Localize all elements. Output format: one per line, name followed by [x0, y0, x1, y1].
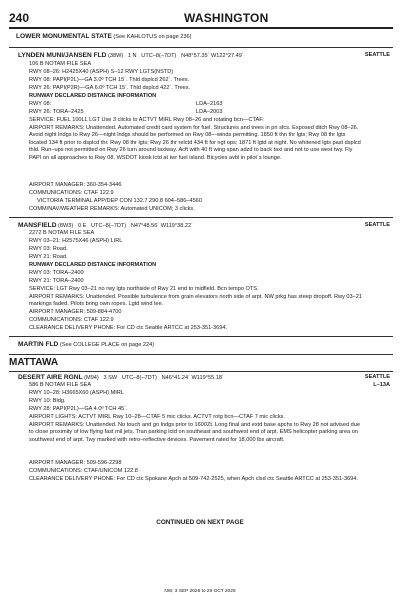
runway-26-info: RWY 26: PAPI(P2R)—GA 6.0º TCH 15´. Thld dsplcd 422´. Trees. — [29, 85, 191, 91]
airport-utc: UTC–8(–7DT) — [91, 223, 127, 229]
runway-08-info: RWY 08: PAPI(P2L)—GA 3.0º TCH 15´. Thld dsplcd 262´. Trees. — [29, 77, 190, 83]
service-info: SERVICE: LGT Rwy 03–21 no rwy lgts northside of Rwy 21 end to midfield. Bcn tempo OTS. — [29, 286, 259, 292]
section-divider — [9, 217, 393, 218]
airport-ident: (8W3) — [58, 223, 74, 229]
page-number: 240 — [9, 11, 30, 25]
airport-coords: N48°57.35´ W122°27.49´ — [181, 53, 244, 59]
communications: COMMUNICATIONS: CTAF 122.9 — [29, 190, 114, 196]
continued-notice: CONTINUED ON NEXT PAGE — [156, 519, 244, 526]
airport-lights: AIRPORT LIGHTS: ACTVT MIRL Rwy 10–28—CTAF 5 mic clicks. ACTVT rotg bcn—CTAF 7 mic clicks. — [29, 414, 285, 420]
city-divider — [9, 371, 393, 372]
declared-08-value: LDA–2163 — [196, 101, 223, 107]
section-divider — [9, 336, 393, 337]
airport-name: MARTIN FLD — [18, 341, 59, 348]
runway-03-info: RWY 03: Road. — [29, 246, 68, 252]
airport-remarks: AIRPORT REMARKS: Unattended. Automated credit card system for fuel. Structures and trees in pri sfcs. Exposed ditch Rwy 08–26. Avoid night lndgs to Rwy 26—night lndgs should be performed on Rwy 08—winds permitting. 1850 ft thn thr lgts; Rwy 08 thr lgts located 134 ft prior to dsplcd thr. Rwy 08 thr lgts; Rwy 26 thr relctd 434 ft for ngt ops; 1871 ft lgtd at night. No whitened lgts past dsplcd thld. Run–ups not permitted on Rwy 26 turn around taxiway. Acft with 40 ft wing span adzd to back taxi and not to use west twy. Fly PAPI on all approaches to Rwy 08. WSDOT kiosk lctd at twr fuel island. Bicycles avbl in pilot´s lounge. — [29, 125, 361, 161]
lower-monumental-entry — [16, 33, 191, 41]
lynden-heading — [18, 52, 244, 60]
region-label: SEATTLE — [364, 52, 390, 58]
chart-reference: L–13A — [373, 382, 390, 388]
city-heading: MATTAWA — [9, 357, 59, 368]
airport-coords: N47°48.56´ W119°38.22´ — [130, 223, 194, 229]
elevation-line: 2272 B NOTAM FILE SEA — [29, 230, 95, 236]
declared-26-label: RWY 26: TORA–2425 — [29, 109, 84, 115]
communications: COMMUNICATIONS: CTAF/UNICOM 122.8 — [29, 468, 138, 474]
approach-control: VICTORIA TERMINAL APP/DEP CON 132.7 290.8 604–586–4560 — [37, 198, 202, 204]
airport-remarks: AIRPORT REMARKS: Unattended. Possible turbulence from grain elevators north side of arpt. NW prkg has steep dropoff. Rwy 03–21 markings faded. Pilots bring own ropes. Lgtd wind tee. — [29, 294, 362, 308]
elevation-line: 586 B NOTAM FILE SEA — [29, 382, 92, 388]
airport-name: MANSFIELD — [18, 222, 57, 229]
martin-entry — [18, 341, 154, 349]
airport-name: LOWER MONUMENTAL STATE — [16, 33, 112, 40]
runway-info: RWY 08–26: H2425X40 (ASPH) S–12 RWY LGTS(NSTD) — [29, 69, 174, 75]
runway-28-info: RWY 28: PAPI(P2L)—GA 4.0º TCH 45´. — [29, 406, 128, 412]
header-divider — [9, 27, 393, 29]
declared-08-label: RWY 08: — [29, 101, 52, 107]
section-divider — [9, 47, 393, 48]
airport-remarks: AIRPORT REMARKS: Unattended. No touch and go lndgs prior to 1600Zt. Long final and extd base apchs to Rwy 28 not advised due to close proximity of low flying fast mil jets. Tran parking lctd on southeast and southwest end of arpt. EMS helicopter parking area on southwest end of arpt. Twy marked with retro–reflective devices. Pavement rated for 18,000 lbs aircraft. — [29, 422, 360, 443]
runway-21-info: RWY 21: Road. — [29, 254, 68, 260]
airport-distance: 0 E — [77, 223, 87, 229]
service-info: SERVICE: FUEL 100LL LGT Use 3 clicks to ACTVT MIRL Rwy 08–26 and rotating bcn—CTAF. — [29, 117, 264, 123]
airport-distance: 1 N — [127, 53, 137, 59]
clearance-delivery: CLEARANCE DELIVERY PHONE: For CD ctc Spokane Apch at 509-742-2525, when Apch clsd ctc Seattle ARTCC at 253-351-3694. — [29, 476, 358, 482]
declared-26-value: LDA–2003 — [196, 109, 223, 115]
airport-ident: (M94) — [84, 375, 99, 381]
communications: COMMUNICATIONS: CTAF 122.9 — [29, 317, 114, 323]
declared-03: RWY 03: TORA–2400 — [29, 270, 84, 276]
nav-weather-remarks: COMM/NAV/WEATHER REMARKS: Automated UNICOM; 3 clicks. — [29, 206, 195, 212]
airport-manager: AIRPORT MANAGER: 509-596-2298 — [29, 460, 122, 466]
cross-reference: (See KAHLOTUS on page 236) — [113, 34, 192, 40]
declared-distance-heading: RUNWAY DECLARED DISTANCE INFORMATION — [29, 93, 157, 99]
elevation-line: 106 B NOTAM FILE SEA — [29, 61, 92, 67]
declared-21: RWY 21: TORA–2400 — [29, 278, 84, 284]
cross-reference: (See COLLEGE PLACE on page 224) — [59, 342, 155, 348]
airport-manager: AIRPORT MANAGER: 360-354-3446 — [29, 182, 122, 188]
airport-ident: (38W) — [107, 53, 124, 59]
airport-name: DESERT AIRE RGNL — [18, 374, 83, 381]
airport-manager: AIRPORT MANAGER: 509-884-4700 — [29, 309, 122, 315]
region-label: SEATTLE — [364, 222, 390, 228]
airport-utc: UTC–8(–7DT) — [121, 375, 157, 381]
airport-utc: UTC–8(–7DT) — [141, 53, 177, 59]
section-divider — [9, 354, 393, 355]
runway-info: RWY 10–28: H3665X60 (ASPH) MIRL — [29, 390, 124, 396]
airport-distance: 3 SW — [103, 375, 118, 381]
declared-distance-heading: RUNWAY DECLARED DISTANCE INFORMATION — [29, 262, 157, 268]
state-title: WASHINGTON — [184, 11, 269, 25]
clearance-delivery: CLEARANCE DELIVERY PHONE: For CD ctc Seattle ARTCC at 253-351-3694. — [29, 325, 228, 331]
airport-coords: N46°41.24´ W119°55.18´ — [161, 375, 224, 381]
runway-info: RWY 03–21: H2575X46 (ASPH) LIRL — [29, 238, 123, 244]
runway-10-info: RWY 10: Bldg. — [29, 398, 66, 404]
airport-name: LYNDEN MUNI/JANSEN FLD — [18, 52, 107, 59]
region-label: SEATTLE — [364, 374, 390, 380]
effective-dates: NW, 3 SEP 2026 to 29 OCT 2026 — [164, 589, 236, 594]
